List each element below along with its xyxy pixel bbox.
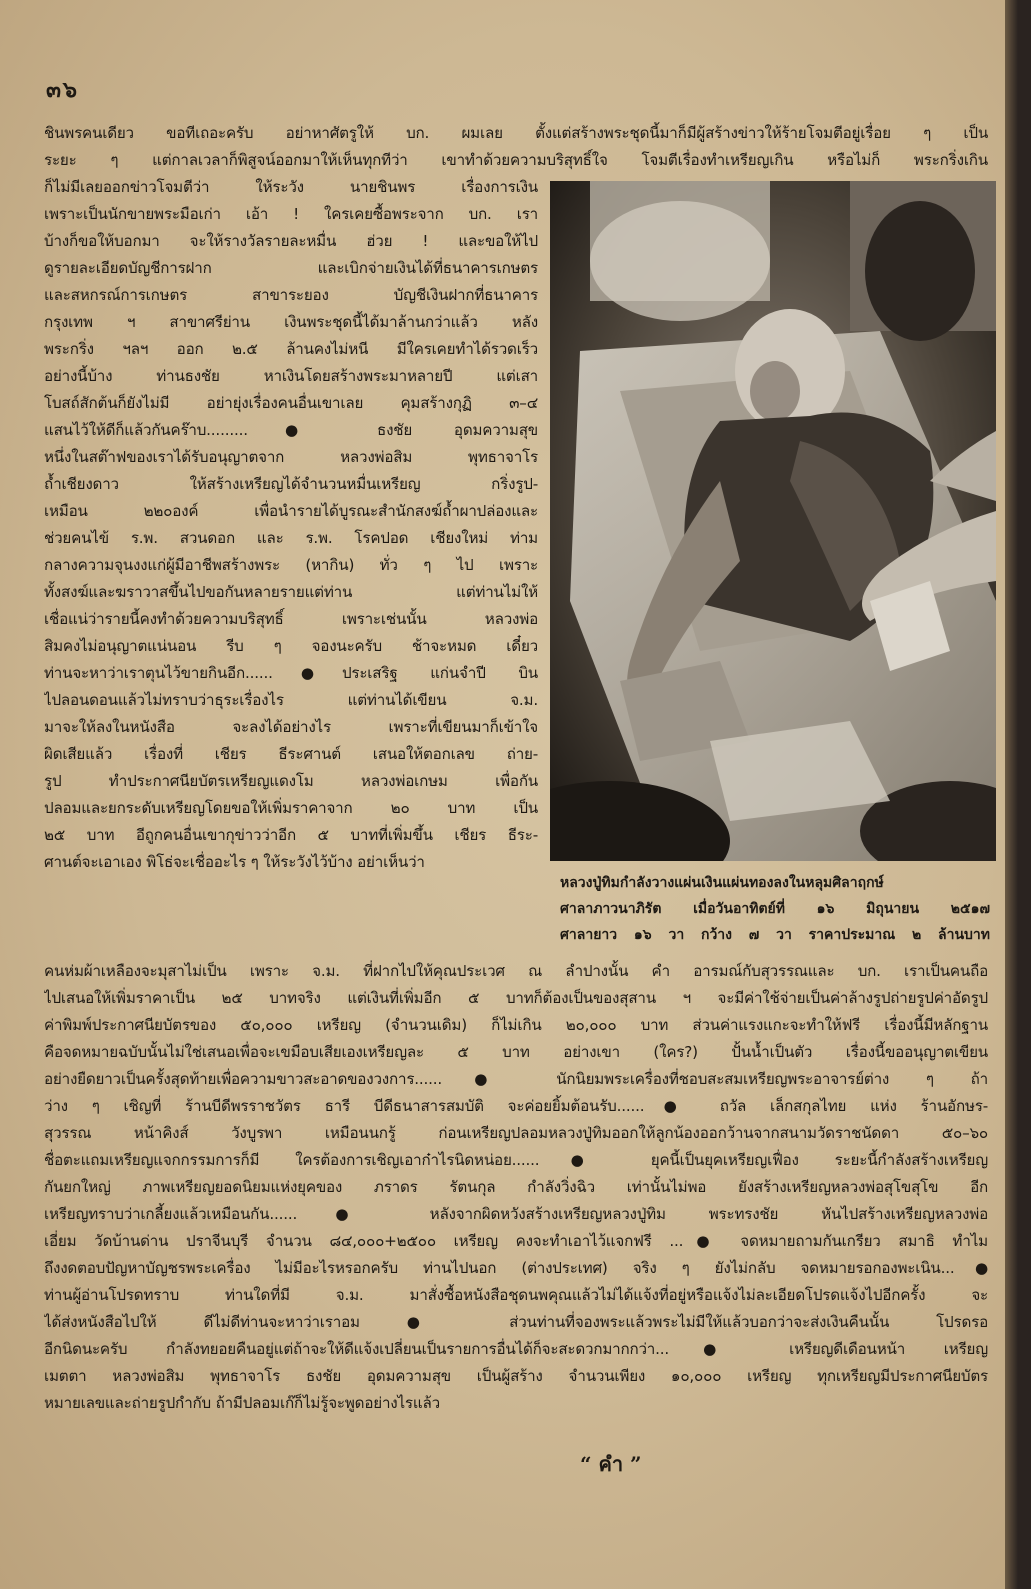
text-line: พระกริ่ง ฯลฯ ออก ๒.๕ ล้านคงไม่หนี มีใครเคยทำได้รวดเร็ว (44, 340, 538, 358)
text-line: ผิดเสียแล้ว เรื่องที่ เชียร ธีระศานต์ เสนอให้ตอกเลข ถ่าย- (44, 745, 538, 763)
top-paragraph (44, 120, 988, 174)
text-line: ถึงงดตอบปัญหาบัญชรพระเครื่อง ไม่มีอะไรหรอกครับ ท่านไปนอก (ต่างประเทศ) จริง ๆ ยังไม่กลับ จดหมายรอกองพะเนิน...● (44, 1259, 988, 1277)
text-line: อย่างยืดยาวเป็นครั้งสุดท้ายเพื่อความขาวสะอาดของวงการ......● นักนิยมพระเครื่องที่ชอบสะสมเหรียญพระอาจารย์ต่าง ๆ ถ้า (44, 1070, 988, 1088)
caption-line: ศาลาภาวนาภิรัต เมื่อวันอาทิตย์ที่ ๑๖ มิถุนายน ๒๕๑๗ (560, 901, 990, 917)
page-number: ๓๖ (46, 77, 80, 103)
text-line: กลางความจุนงงแก่ผู้มีอาชีพสร้างพระ (หากิน) ทั่ว ๆ ไป เพราะ (44, 556, 538, 574)
text-line: สิมคงไม่อนุญาตแน่นอน รีบ ๆ จองนะครับ ช้าจะหมด เดี๋ยว (44, 637, 538, 655)
text-line: ทั้งสงฆ์และฆราวาสขึ้นไปขอกันหลายรายแต่ท่าน แต่ท่านไม่ให้ (44, 583, 538, 601)
text-line: ๒๕ บาท อีถูกคนอื่นเขากุข่าวว่าอีก ๕ บาทที่เพิ่มขึ้น เชียร ธีระ- (44, 826, 538, 844)
text-line: ปลอมและยกระดับเหรียญโดยขอให้เพิ่มราคาจาก ๒๐ บาท เป็น (44, 799, 538, 817)
photo-caption (560, 870, 990, 948)
closing-signature: “ คำ ” (580, 1452, 642, 1476)
text-line: ว่าง ๆ เชิญที่ ร้านบีดีพรราชวัตร ธารี บีดีธนาสารสมบัติ จะค่อยยิ้มต้อนรับ......● ถวัล เล็กสกุลไทย แห่ง ร้านอักษร- (44, 1097, 988, 1115)
text-line: ชินพรคนเดียว ขอทีเถอะครับ อย่าหาศัตรูให้ บก. ผมเลย ตั้งแต่สร้างพระชุดนี้มาก็มีผู้สร้างข่าวให้ร้ายโจมตีอยู่เรื่อย ๆ เป็น (44, 124, 988, 142)
text-line: บ้างก็ขอให้บอกมา จะให้รางวัลรายละหมื่น ฮ่วย ! และขอให้ไป (44, 232, 538, 250)
bottom-paragraph (44, 958, 988, 1417)
text-line: อย่างนี้บ้าง ท่านธงชัย หาเงินโดยสร้างพระมาหลายปี แต่เสา (44, 367, 538, 385)
text-line: ท่านจะหาว่าเราตุนไว้ขายกินอีก......●ประเสริฐ แก่นจำปี บิน (44, 664, 538, 682)
photo-monk-laying-foundation (550, 181, 996, 861)
text-line: ช่วยคนไข้ ร.พ. สวนดอก และ ร.พ. โรคปอด เชียงใหม่ ท่าม (44, 529, 538, 547)
text-line: หมายเลขและถ่ายรูปกำกับ ถ้ามีปลอมเก๊ก็ไม่รู้จะพูดอย่างไรแล้ว (44, 1394, 440, 1412)
photo-illustration (550, 181, 996, 861)
text-line: รูป ทำประกาศนียบัตรเหรียญแดงโม หลวงพ่อเกษม เพื่อกัน (44, 772, 538, 790)
left-column-text (44, 174, 538, 876)
text-line: เชื่อแน่ว่ารายนี้คงทำด้วยความบริสุทธิ์ เพราะเช่นนั้น หลวงพ่อ (44, 610, 538, 628)
text-line: ท่านผู้อ่านโปรดทราบ ท่านใดที่มี จ.ม. มาสั่งซื้อหนังสือชุดนพคุณแล้วไม่ได้แจ้งที่อยู่หรือแจ้งไม่ละเอียดโปรดแจ้งไปอีกครั้ง จะ (44, 1286, 988, 1304)
text-line: ดูรายละเอียดบัญชีการฝาก และเบิกจ่ายเงินได้ที่ธนาคารเกษตร (44, 259, 538, 277)
caption-line: หลวงปู่ทิมกำลังวางแผ่นเงินแผ่นทองลงในหลุมศิลาฤกษ์ (560, 875, 884, 891)
text-line: กันยกใหญ่ ภาพเหรียญยอดนิยมแห่งยุคของ ภราดร รัตนกุล กำลังวิ่งฉิว เท่านั้นไม่พอ ยังสร้างเหรียญหลวงพ่อสุโขสุโข อีก (44, 1178, 988, 1196)
text-line: มาจะให้ลงในหนังสือ จะลงได้อย่างไร เพราะที่เขียนมาก็เข้าใจ (44, 718, 538, 736)
text-line: เหรียญทราบว่าเกลี้ยงแล้วเหมือนกัน......● หลังจากผิดหวังสร้างเหรียญหลวงปู่ทิม พระทรงชัย หันไปสร้างเหรียญหลวงพ่อ (44, 1205, 988, 1223)
text-line: อีกนิดนะครับ กำลังทยอยคืนอยู่แต่ถ้าจะให้ดีแจ้งเปลี่ยนเป็นรายการอื่นได้ก็จะสะดวกมากกว่า...● เหรียญดีเดือนหน้า เหรียญ (44, 1340, 988, 1358)
text-line: หนึ่งในสต๊าฟของเราได้รับอนุญาตจาก หลวงพ่อสิม พุทธาจาโร (44, 448, 538, 466)
text-line: ได้ส่งหนังสือไปให้ ดีไม่ดีท่านจะหาว่าเราอม ● ส่วนท่านที่จองพระแล้วพระไม่มีให้แล้วบอกว่าจะส่งเงินคืนนั้น โปรดรอ (44, 1313, 988, 1331)
caption-line: ศาลายาว ๑๖ วา กว้าง ๗ วา ราคาประมาณ ๒ ล้านบาท (560, 927, 990, 943)
text-line: ระยะ ๆ แต่กาลเวลาก็พิสูจน์ออกมาให้เห็นทุกทีว่า เขาทำด้วยความบริสุทธิ์ใจ โจมตีเรื่องทำเหรียญเกิน หรือไม่ก็ พระกริ่งเกิน (44, 151, 988, 169)
text-line: แสนไว้ให้ดีก็แล้วกันคร๊าบ.........● ธงชัย อุดมความสุข (44, 421, 538, 439)
text-line: เพราะเป็นนักขายพระมือเก่า เอ้า ! ใครเคยซื้อพระจาก บก. เรา (44, 205, 538, 223)
text-line: โบสถ์สักต้นก็ยังไม่มี อย่ายุ่งเรื่องคนอื่นเขาเลย คุมสร้างกุฏิ ๓–๔ (44, 394, 538, 412)
text-line: คนห่มผ้าเหลืองจะมุสาไม่เป็น เพราะ จ.ม. ที่ฝากไปให้คุณประเวศ ณ ลำปางนั้น คำ อารมณ์กับสุวรรณและ บก. เราเป็นคนถือ (44, 962, 988, 980)
text-line: เมตตา หลวงพ่อสิม พุทธาจาโร ธงชัย อุดมความสุข เป็นผู้สร้าง จำนวนเพียง ๑๐,๐๐๐ เหรียญ ทุกเหรียญมีประกาศนียบัตร (44, 1367, 988, 1385)
text-line: ชื่อตะแถมเหรียญแจกกรรมการก็มี ใครต้องการเชิญเอาก๋าไรนิดหน่อย......● ยุคนี้เป็นยุคเหรียญเฟื่อง ระยะนี้กำลังสร้างเหรียญ (44, 1151, 988, 1169)
text-line: กรุงเทพ ฯ สาขาศรีย่าน เงินพระชุดนี้ได้มาล้านกว่าแล้ว หลัง (44, 313, 538, 331)
text-line: ไปเสนอให้เพิ่มราคาเป็น ๒๕ บาทจริง แต่เงินที่เพิ่มอีก ๕ บาทก็ต้องเป็นของสุสาน ฯ จะมีค่าใช้จ่ายเป็นค่าล้างรูปถ่ายรูปค่าอัดรูป (44, 989, 988, 1007)
text-line: และสหกรณ์การเกษตร สาขาระยอง บัญชีเงินฝากที่ธนาคาร (44, 286, 538, 304)
text-line: เอี่ยม วัดบ้านด่าน ปราจีนบุรี จำนวน ๘๔,๐๐๐+๒๕๐๐ เหรียญ คงจะทำเอาไว้แจกฟรี ...● จดหมายถามกันเกรียว สมาธิ ทำไม (44, 1232, 988, 1250)
text-line: ไปลอนดอนแล้วไม่ทราบว่าธุระเรื่องไร แต่ท่านได้เขียน จ.ม. (44, 691, 538, 709)
text-line: ศานต์จะเอาเอง พิโธ่จะเชื่ออะไร ๆ ให้ระวังไว้บ้าง อย่าเห็นว่า (44, 853, 425, 871)
text-line: ถ้ำเชียงดาว ให้สร้างเหรียญได้จำนวนหมื่นเหรียญ กริ่งรูป- (44, 475, 538, 493)
text-line: ก็ไม่มีเลยออกข่าวโจมตีว่า ให้ระวัง นายชินพร เรื่องการเงิน (44, 178, 538, 196)
text-line: คือจดหมายฉบับนั้นไม่ใช่เสนอเพื่อจะเขมือบเสียเองเหรียญละ ๕ บาท อย่างเขา (ใคร?) ปั้นน้ำเป็นตัว เรื่องนี้ขออนุญาตเขียน (44, 1043, 988, 1061)
text-line: สุวรรณ หน้าคิงส์ วังบูรพา เหมือนนกรู้ ก่อนเหรียญปลอมหลวงปู่ทิมออกให้ลูกน้องออกว้านจากสนามวัดราชนัดดา ๕๐–๖๐ (44, 1124, 988, 1142)
page-edge-shadow (1005, 0, 1018, 1589)
text-line: ค่าพิมพ์ประกาศนียบัตรของ ๕๐,๐๐๐ เหรียญ (จำนวนเดิม) ก็ไม่เกิน ๒๐,๐๐๐ บาท ส่วนค่าแรงแกะจะทำให้ฟรี เรื่องนี้มีหลักฐาน (44, 1016, 988, 1034)
text-line: เหมือน ๒๒๐องค์ เพื่อนำรายได้บูรณะสำนักสงฆ์ถ้ำผาปล่องและ (44, 502, 538, 520)
